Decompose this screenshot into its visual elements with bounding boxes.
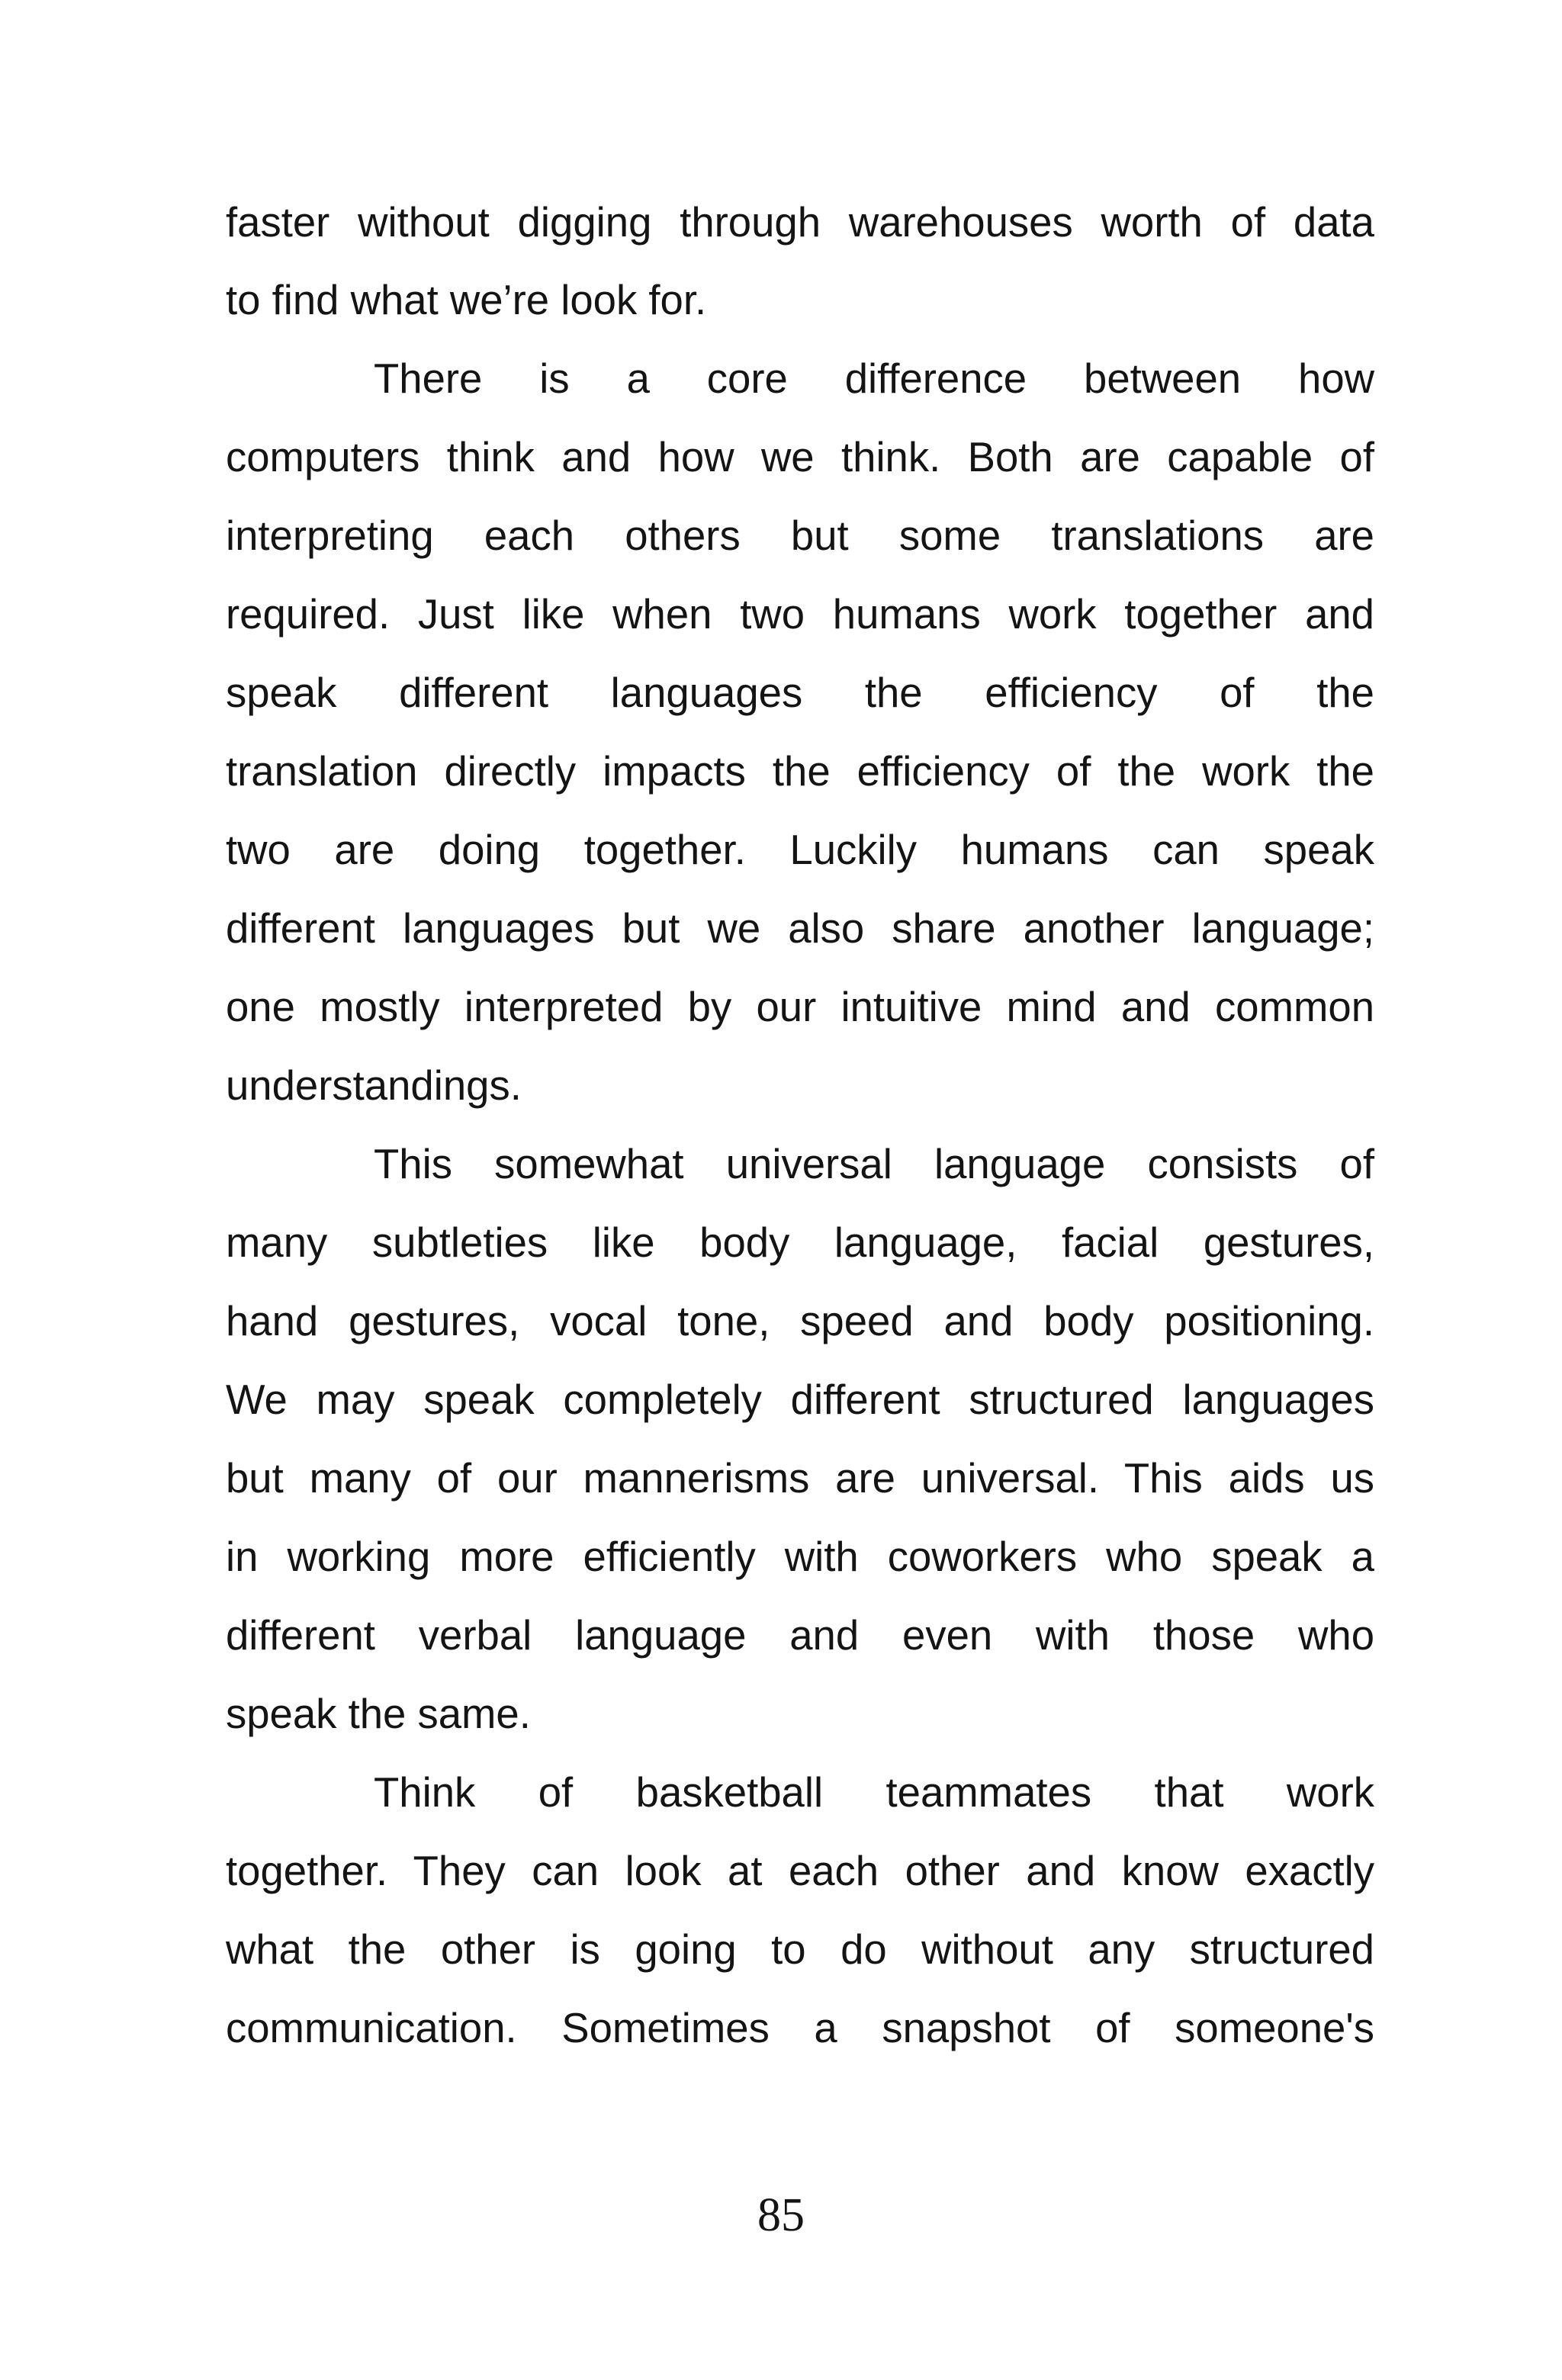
text-line: required. Just like when two humans work together and	[226, 591, 1374, 638]
text-line: to find what we’re look for.	[226, 277, 707, 323]
text-line: speak different languages the efficiency of the	[226, 670, 1374, 716]
text-line: This somewhat universal language consists of	[374, 1141, 1374, 1187]
text-line: different verbal language and even with those who	[226, 1612, 1374, 1659]
text-line: but many of our mannerisms are universal. This aids us	[226, 1455, 1374, 1502]
text-line: We may speak completely different structured languages	[226, 1376, 1374, 1423]
text-line: hand gestures, vocal tone, speed and body positioning.	[226, 1298, 1374, 1344]
text-line: communication. Sometimes a snapshot of someone's	[226, 2005, 1374, 2051]
text-line: different languages but we also share another language;	[226, 905, 1374, 952]
text-line: translation directly impacts the efficiency of the work the	[226, 748, 1374, 795]
text-line: two are doing together. Luckily humans can speak	[226, 827, 1374, 873]
text-line: many subtleties like body language, facial gestures,	[226, 1219, 1374, 1266]
text-line: one mostly interpreted by our intuitive mind and common	[226, 984, 1374, 1030]
text-line: understandings.	[226, 1062, 522, 1109]
text-line: together. They can look at each other and know exactly	[226, 1848, 1374, 1894]
text-line: There is a core difference between how	[374, 355, 1374, 402]
text-line: faster without digging through warehouses worth of data	[226, 199, 1374, 246]
text-line: speak the same.	[226, 1691, 531, 1737]
text-line: what the other is going to do without any structured	[226, 1926, 1374, 1973]
text-line: Think of basketball teammates that work	[374, 1769, 1374, 1816]
text-line: interpreting each others but some translations are	[226, 512, 1374, 559]
page-number: 85	[757, 2189, 805, 2241]
text-line: in working more efficiently with coworkers who speak a	[226, 1534, 1374, 1580]
text-line: computers think and how we think. Both are capable of	[226, 434, 1374, 480]
